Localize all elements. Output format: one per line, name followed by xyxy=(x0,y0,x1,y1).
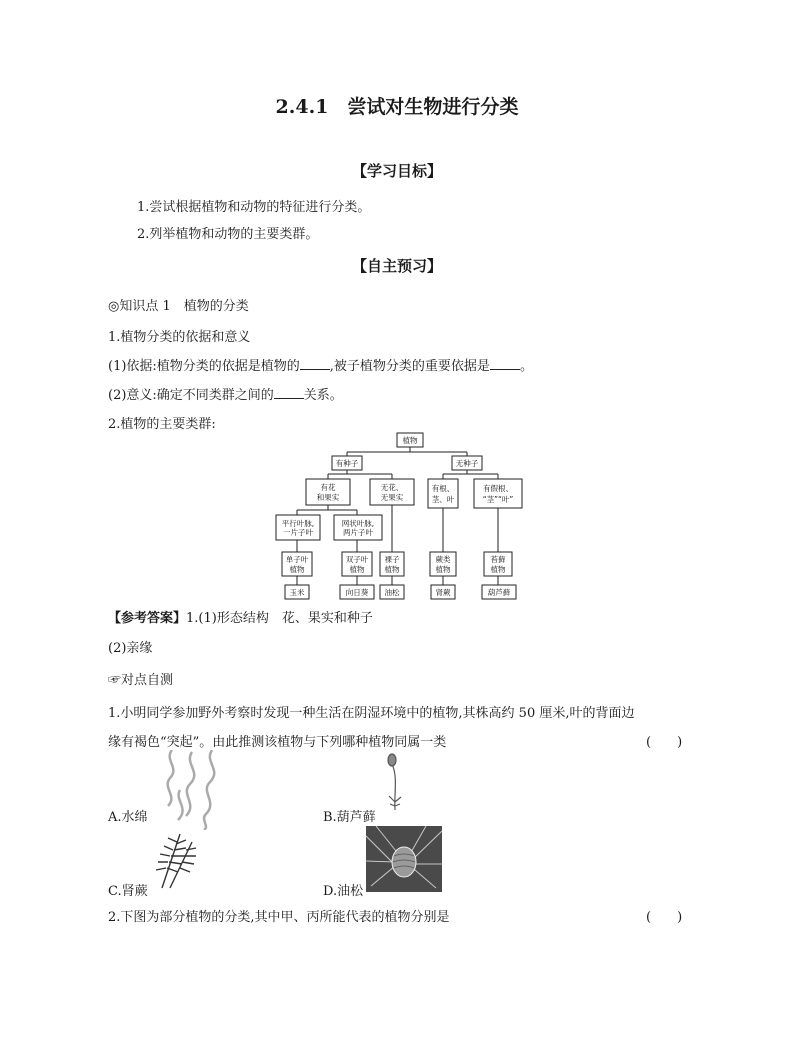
node-parallel-line2: 一片子叶 xyxy=(283,528,313,537)
node-flower-line1: 有花 xyxy=(320,483,336,492)
question-1-1: (1)依据:植物分类的依据是植物的 ,被子植物分类的重要依据是 。 xyxy=(108,359,533,374)
node-net-line1: 网状叶脉, xyxy=(341,519,375,528)
spirogyra-image xyxy=(160,750,230,830)
self-test-heading: ☞对点自测 xyxy=(108,673,174,688)
node-moss-line1: 苔藓 xyxy=(490,555,506,564)
node-root-stem-line1: 有根、 xyxy=(431,484,455,493)
option-c[interactable]: C.肾蕨 xyxy=(108,884,148,899)
goal-2: 2.列举植物和动物的主要类群。 xyxy=(137,227,319,242)
option-d[interactable]: D.油松 xyxy=(323,884,364,899)
node-plant: 植物 xyxy=(402,436,418,445)
question-1-heading: 1.植物分类的依据和意义 xyxy=(108,330,251,345)
blank-field[interactable] xyxy=(300,357,330,370)
knowledge-point-heading: ◎知识点 1 植物的分类 xyxy=(108,299,249,314)
page-title: 2.4.1 尝试对生物进行分类 xyxy=(275,96,519,118)
answer-line-1: 【参考答案】1.(1)形态结构 花、果实和种子 xyxy=(108,611,373,626)
fern-image xyxy=(150,828,200,890)
moss-image xyxy=(380,752,410,812)
node-dicot-line1: 双子叶 xyxy=(345,555,369,564)
quiz-1-text-line2: 缘有褐色“突起”。由此推测该植物与下列哪种植物同属一类 xyxy=(108,735,447,750)
node-pseudo-root-line1: 有假根、 xyxy=(483,484,513,493)
section-heading-goals: 【学习目标】 xyxy=(351,162,442,180)
answer-label: 【参考答案】 xyxy=(108,611,187,626)
example-fern: 肾蕨 xyxy=(435,588,451,597)
node-fern-line1: 蕨类 xyxy=(435,555,451,564)
quiz-2-answer-paren[interactable]: ( ) xyxy=(646,910,683,925)
node-pseudo-root-line2: “茎”“叶” xyxy=(482,495,514,504)
node-gymno-line2: 植物 xyxy=(384,565,400,574)
option-a[interactable]: A.水绵 xyxy=(108,810,148,825)
blank-field[interactable] xyxy=(274,386,304,399)
quiz-2-text: 2.下图为部分植物的分类,其中甲、丙所能代表的植物分别是 xyxy=(108,910,450,925)
node-monocot-line2: 植物 xyxy=(289,565,305,574)
example-corn: 玉米 xyxy=(289,588,305,597)
node-has-seed: 有种子 xyxy=(335,459,359,468)
option-b[interactable]: B.葫芦藓 xyxy=(323,810,376,825)
node-no-flower-line2: 无果实 xyxy=(380,493,404,502)
node-parallel-line1: 平行叶脉, xyxy=(281,519,315,528)
question-2-heading: 2.植物的主要类群: xyxy=(108,417,216,432)
section-heading-preview: 【自主预习】 xyxy=(351,257,442,275)
answer-line-2: (2)亲缘 xyxy=(108,641,153,656)
node-fern-line2: 植物 xyxy=(435,565,451,574)
goal-1: 1.尝试根据植物和动物的特征进行分类。 xyxy=(137,200,371,215)
example-moss: 葫芦藓 xyxy=(487,588,511,597)
pine-image xyxy=(366,826,442,892)
quiz-1-answer-paren[interactable]: ( ) xyxy=(646,735,683,750)
blank-field[interactable] xyxy=(490,357,520,370)
node-net-line2: 两片子叶 xyxy=(343,528,373,537)
pine-cone-icon xyxy=(366,826,442,892)
node-gymno-line1: 裸子 xyxy=(384,555,400,564)
example-sunflower: 向日葵 xyxy=(345,588,369,597)
node-root-stem-line2: 茎、叶 xyxy=(431,495,455,504)
node-flower-line2: 和果实 xyxy=(316,493,340,502)
question-1-2: (2)意义:确定不同类群之间的 关系。 xyxy=(108,388,343,403)
node-no-seed: 无种子 xyxy=(455,459,479,468)
node-no-flower-line1: 无花、 xyxy=(380,483,404,492)
node-dicot-line2: 植物 xyxy=(349,565,365,574)
quiz-1-text-line1: 1.小明同学参加野外考察时发现一种生活在阴湿环境中的植物,其株高约 50 厘米,叶的背面边 xyxy=(108,706,635,721)
example-pine: 油松 xyxy=(384,588,400,597)
node-monocot-line1: 单子叶 xyxy=(285,555,309,564)
plant-classification-diagram xyxy=(260,428,550,602)
node-moss-line2: 植物 xyxy=(490,565,506,574)
